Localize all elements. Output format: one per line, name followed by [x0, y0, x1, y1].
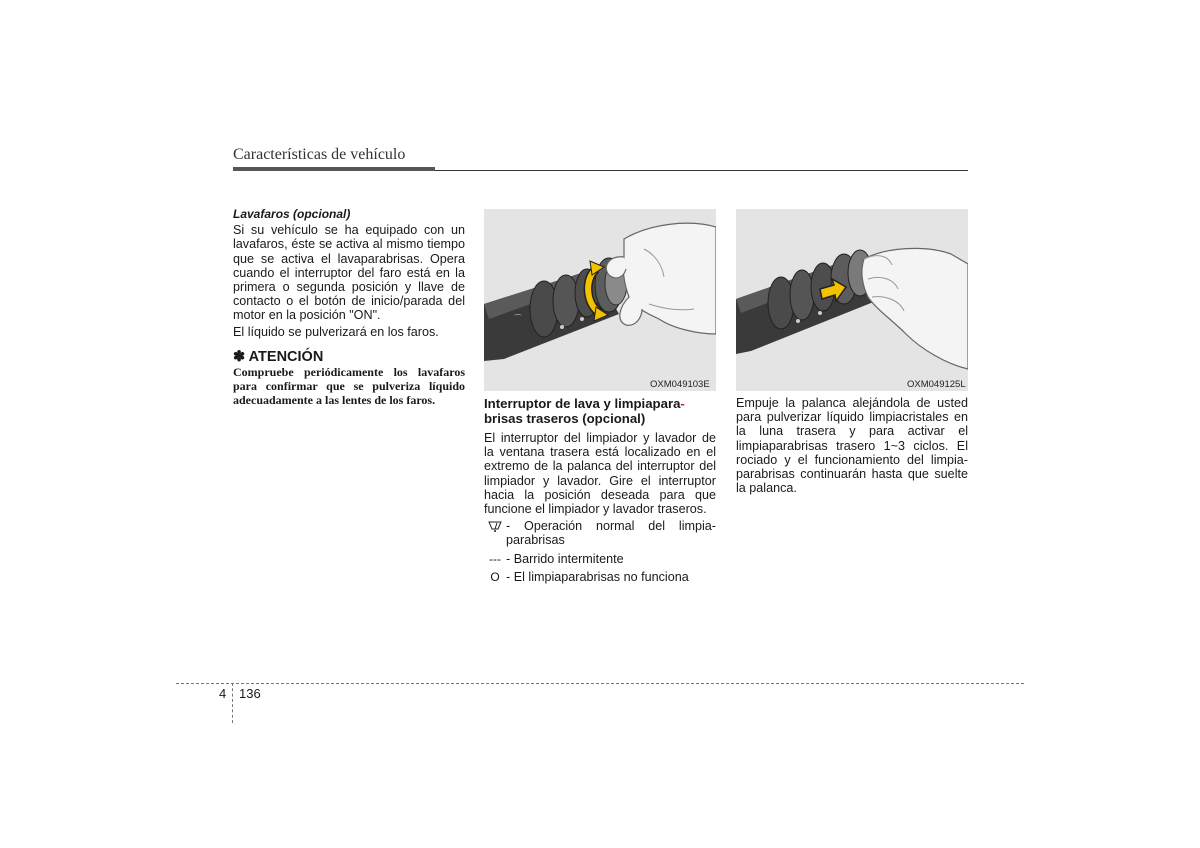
heading-hyphen: -	[680, 396, 685, 411]
legend-text: - El limpiaparabrisas no funciona	[506, 569, 689, 584]
footer-divider	[232, 683, 233, 723]
heading-part2: brisas traseros (opcional)	[484, 411, 646, 426]
legend-row-intermittent	[484, 552, 716, 566]
section-heading	[484, 396, 716, 426]
column-rear-washer	[736, 396, 968, 495]
body-paragraph: Si su vehículo se ha equipado con un lavafaros, éste se activa al mismo tiempo que se activa el lavaparabrisas. Opera cuando el interruptor del faro está en la primera o segunda posición y llave de contacto o el botón de inicio/parada del motor en la posición "ON".	[233, 223, 465, 323]
wiper-stalk-push-illustration	[736, 209, 968, 391]
legend-row-normal	[484, 519, 716, 547]
figure-rear-wiper-twist	[484, 209, 716, 391]
attention-title: ✽ ATENCIÓN	[233, 348, 324, 365]
legend-text: - Barrido intermitente	[506, 551, 624, 566]
page-number: 136	[239, 686, 261, 701]
chapter-number: 4	[219, 686, 227, 701]
body-paragraph: Empuje la palanca alejándola de usted para pulverizar líquido limpiacristales en la luna trasera y para activar el limpiaparabrisas trasero 1~3 ciclos. El rociado y el funcionamiento del limpia-parabrisas continuarán hasta que suelte la palanca.	[736, 396, 968, 496]
figure-code: OXM049125L	[907, 379, 966, 390]
body-paragraph: El interruptor del limpiador y lavador de la ventana trasera está localizado en el extremo de la palanca del interruptor del limpiador y lavador. Gire el interruptor hacia la posición deseada para que funcione el limpiador y lavador traseros.	[484, 431, 716, 517]
attention-body: Compruebe periódicamente los lavafaros para confirmar que se pulveriza líquido adecuadamente a las lentes de los faros.	[233, 365, 465, 408]
page-header-title: Características de vehículo	[233, 146, 406, 163]
off-symbol: O	[490, 569, 500, 584]
column-headlamp-washer	[233, 207, 465, 407]
legend-row-off	[484, 570, 716, 584]
footer-rule	[176, 683, 1024, 684]
wiper-icon	[484, 519, 506, 547]
header-rule-accent	[233, 167, 435, 171]
wiper-stalk-twist-illustration	[484, 209, 716, 391]
intermittent-symbol: ---	[489, 551, 501, 566]
figure-rear-washer-push	[736, 209, 968, 391]
figure-code: OXM049103E	[650, 379, 710, 390]
column-rear-wiper-switch	[484, 396, 716, 584]
heading-part1: Interruptor de lava y limpiapara	[484, 396, 681, 411]
legend-text: - Operación normal del limpia-parabrisas	[506, 519, 716, 548]
body-paragraph: El líquido se pulverizará en los faros.	[233, 324, 439, 339]
svg-text:⌒: ⌒	[514, 314, 522, 323]
section-subhead: Lavafaros (opcional)	[233, 207, 351, 221]
